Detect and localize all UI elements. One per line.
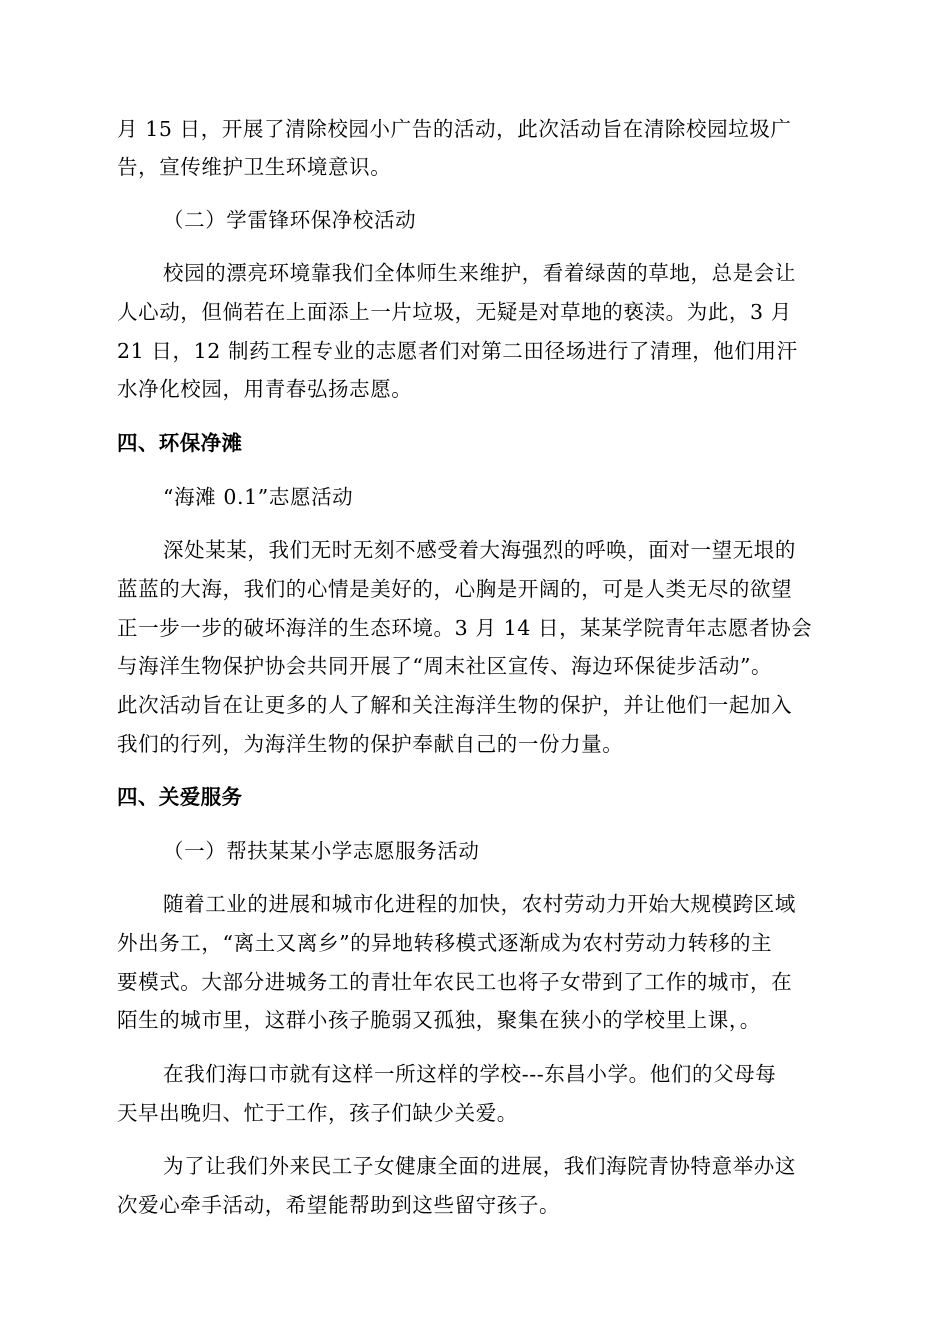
paragraph-line: 正一步一步的破坏海洋的生态环境。3 月 14 日，某某学院青年志愿者协会 [117, 616, 813, 640]
paragraph-line: 月 15 日，开展了清除校园小广告的活动，此次活动旨在清除校园垃圾广 [117, 117, 792, 141]
paragraph-line: 次爱心牵手活动，希望能帮助到这些留守孩子。 [117, 1193, 561, 1217]
subheading: （二）学雷锋环保净校活动 [163, 208, 417, 232]
subheading: “海滩 0.1”志愿活动 [163, 485, 354, 509]
section-heading: 四、关爱服务 [117, 785, 243, 809]
paragraph-line: 在我们海口市就有这样一所这样的学校---东昌小学。他们的父母每 [163, 1062, 777, 1086]
paragraph-line: 我们的行列，为海洋生物的保护奉献自己的一份力量。 [117, 732, 624, 756]
paragraph-line: 随着工业的进展和城市化进程的加快，农村劳动力开始大规模跨区域 [163, 892, 796, 916]
paragraph-line: 天早出晚归、忙于工作，孩子们缺少关爱。 [117, 1101, 518, 1125]
paragraph-line: 校园的漂亮环境靠我们全体师生来维护，看着绿茵的草地，总是会让 [163, 261, 796, 285]
paragraph-line: 水净化校园，用青春弘扬志愿。 [117, 377, 413, 401]
paragraph-line: 陌生的城市里，这群小孩子脆弱又孤独，聚集在狭小的学校里上课，。 [117, 1008, 761, 1032]
paragraph-line: 外出务工，“离土又离乡”的异地转移模式逐渐成为农村劳动力转移的主 [117, 931, 773, 955]
paragraph-line: 人心动，但倘若在上面添上一片垃圾，无疑是对草地的亵渎。为此，3 月 [117, 300, 792, 324]
paragraph-line: 要模式。大部分进城务工的青壮年农民工也将子女带到了工作的城市，在 [117, 970, 793, 994]
paragraph-line: 蓝蓝的大海，我们的心情是美好的，心胸是开阔的，可是人类无尽的欲望 [117, 577, 793, 601]
paragraph-line: 与海洋生物保护协会共同开展了“周末社区宣传、海边环保徒步活动”。 [117, 654, 773, 678]
paragraph-line: 21 日，12 制药工程专业的志愿者们对第二田径场进行了清理，他们用汗 [117, 339, 798, 363]
section-heading: 四、环保净滩 [117, 431, 243, 455]
paragraph-line: 深处某某，我们无时无刻不感受着大海强烈的呼唤，面对一望无垠的 [163, 538, 796, 562]
subheading: （一）帮扶某某小学志愿服务活动 [163, 839, 480, 863]
paragraph-line: 为了让我们外来民工子女健康全面的进展，我们海院青协特意举办这 [163, 1154, 796, 1178]
paragraph-line: 告，宣传维护卫生环境意识。 [117, 155, 392, 179]
paragraph-line: 此次活动旨在让更多的人了解和关注海洋生物的保护，并让他们一起加入 [117, 693, 793, 717]
